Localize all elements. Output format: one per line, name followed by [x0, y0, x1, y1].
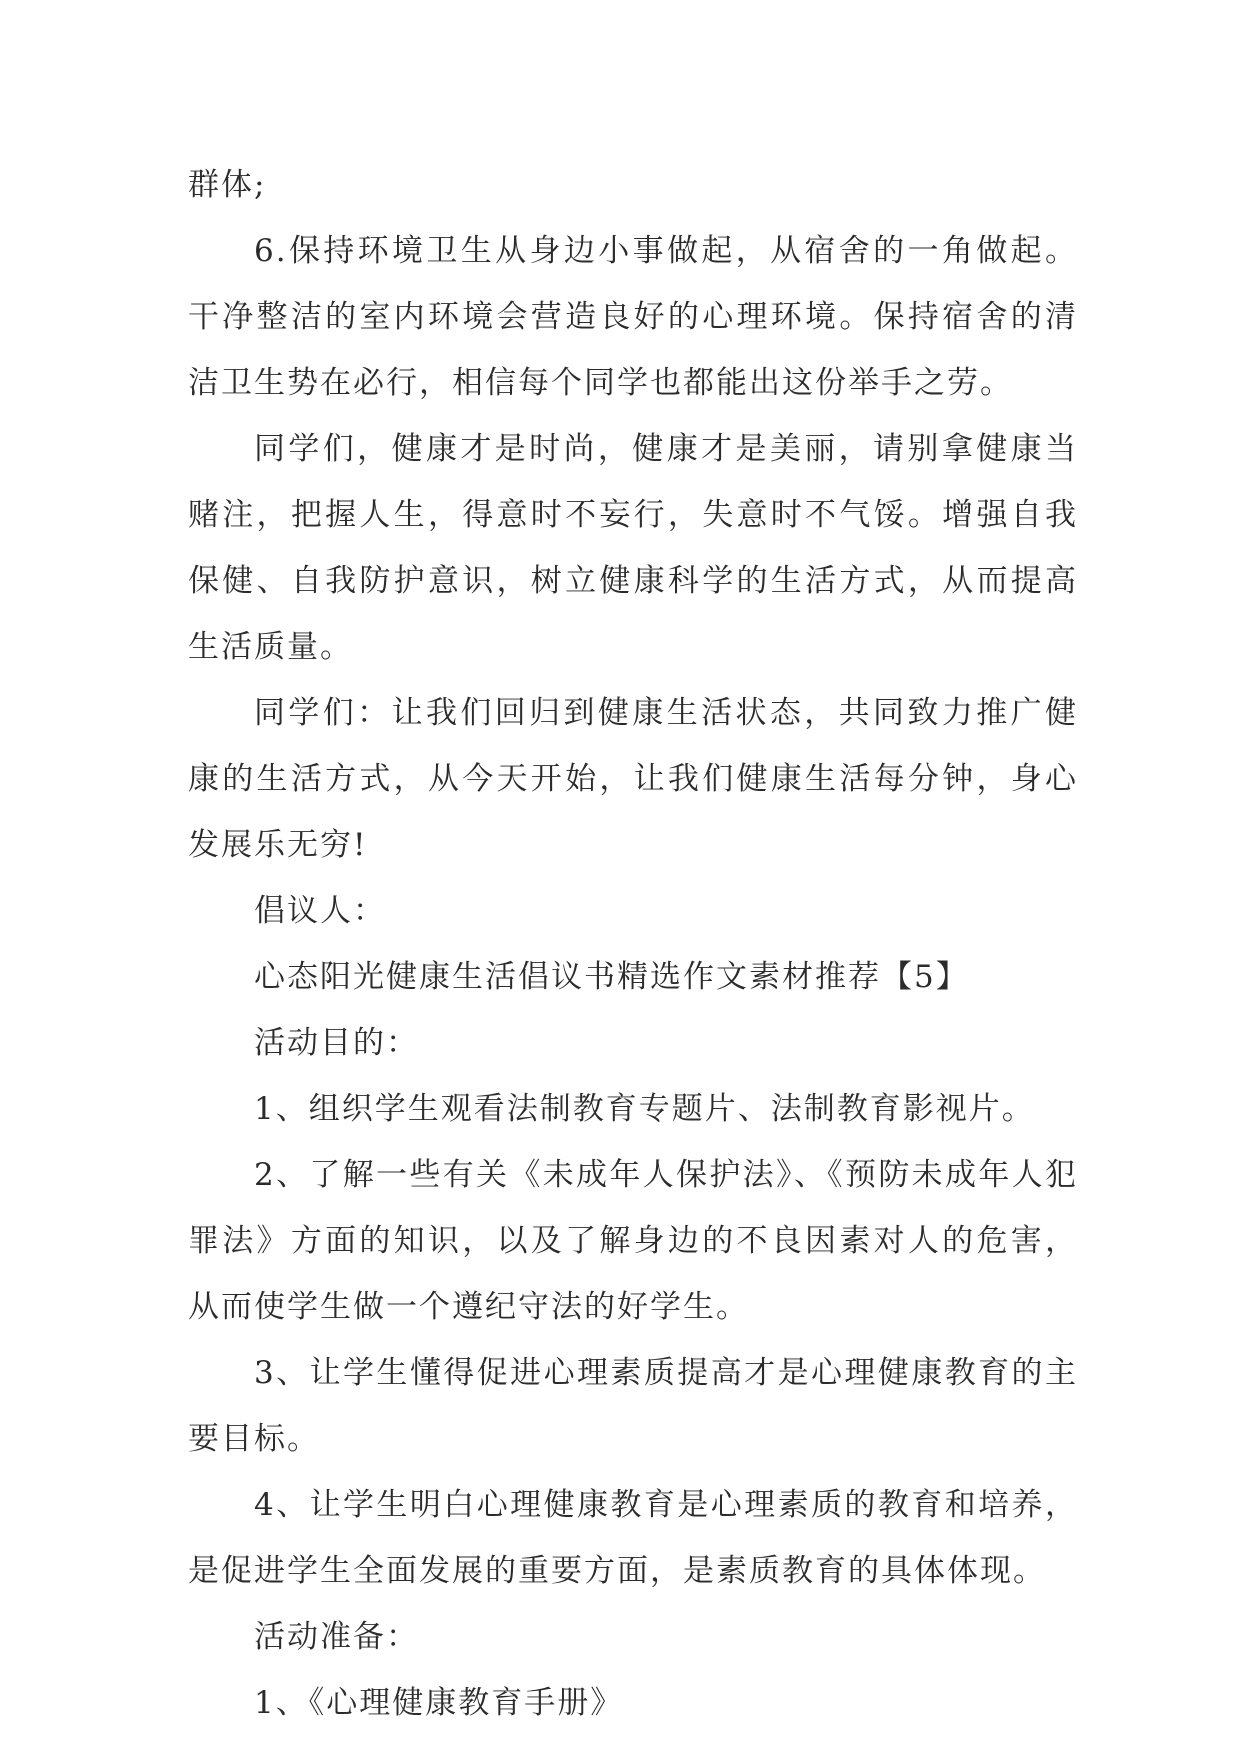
paragraph-group-end: 群体;: [188, 167, 267, 203]
paragraph-activity-prep-heading: 活动准备：: [254, 1619, 419, 1655]
paragraph-item-6-hygiene: 6.保持环境卫生从身边小事做起，从宿舍的一角做起。干净整洁的室内环境会营造良好的心理环境。保持宿舍的清洁卫生势在必行，相信每个同学也都能出这份举手之劳。: [188, 233, 1078, 401]
list-item-goal-3: 3、让学生懂得促进心理素质提高才是心理健康教育的主要目标。: [188, 1355, 1078, 1457]
paragraph-health-fashion: 同学们，健康才是时尚，健康才是美丽，请别拿健康当赌注，把握人生，得意时不妄行，失意时不气馁。增强自我保健、自我防护意识，树立健康科学的生活方式，从而提高生活质量。: [188, 431, 1078, 665]
paragraph-proposer: 倡议人：: [254, 893, 386, 929]
list-item-goal-2: 2、了解一些有关《未成年人保护法》、《预防未成年人犯罪法》方面的知识，以及了解身边的不良因素对人的危害，从而使学生做一个遵纪守法的好学生。: [188, 1157, 1078, 1325]
list-item-goal-4: 4、让学生明白心理健康教育是心理素质的教育和培养，是促进学生全面发展的重要方面，是素质教育的具体体现。: [188, 1487, 1078, 1589]
list-item-prep-1: 1、《心理健康教育手册》: [254, 1685, 624, 1721]
section-heading-5: 心态阳光健康生活倡议书精选作文素材推荐【5】: [254, 959, 969, 995]
paragraph-activity-goal-heading: 活动目的：: [254, 1025, 419, 1061]
document-body: [188, 152, 1078, 1736]
list-item-goal-1: 1、组织学生观看法制教育专题片、法制教育影视片。: [254, 1091, 1035, 1127]
paragraph-call-to-action: 同学们：让我们回归到健康生活状态，共同致力推广健康的生活方式，从今天开始，让我们健康生活每分钟，身心发展乐无穷!: [188, 695, 1078, 863]
